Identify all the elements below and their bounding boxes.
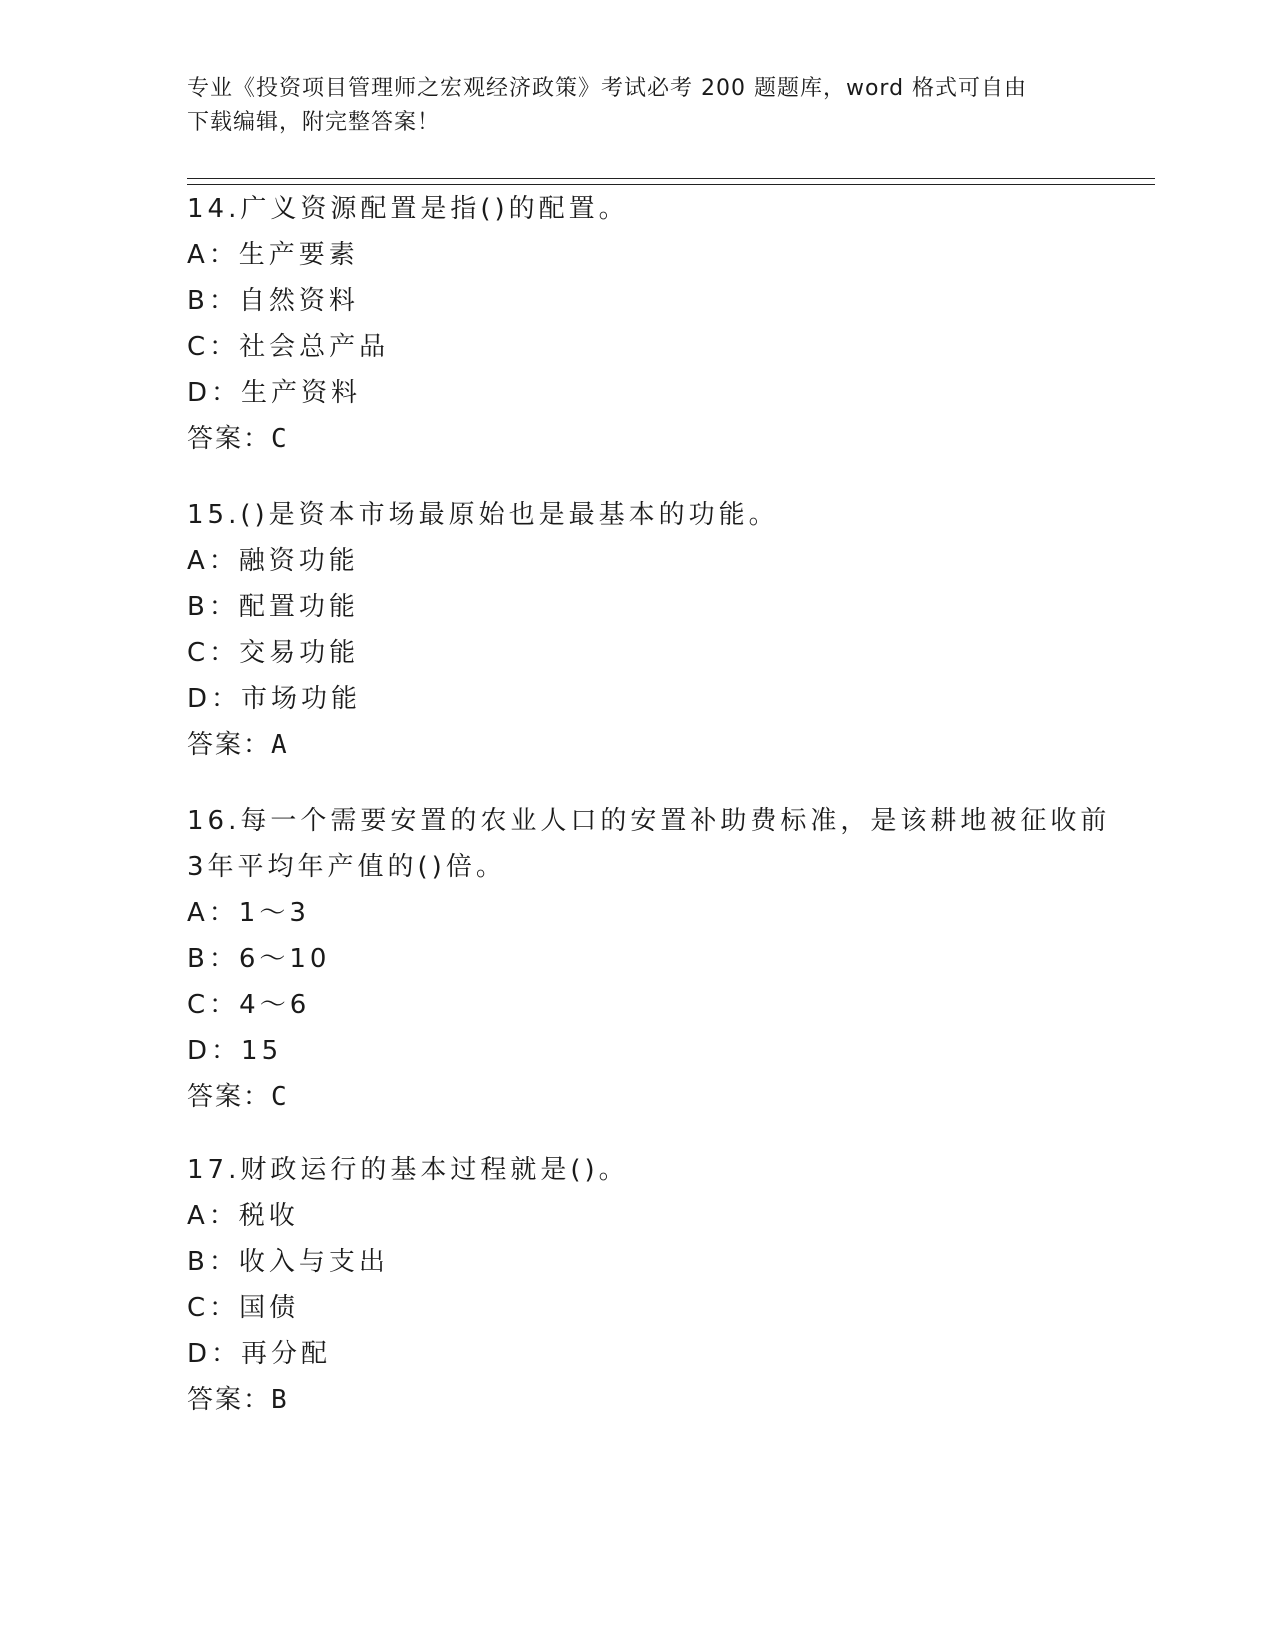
- option-text: 融资功能: [238, 546, 359, 576]
- question-stem: [187, 492, 1087, 538]
- option-key: A：: [187, 546, 239, 576]
- option-text: 15: [241, 1036, 283, 1066]
- answer-label: 答案：: [187, 1385, 272, 1415]
- option-d: [187, 1331, 1087, 1377]
- answer-label: 答案：: [187, 1082, 272, 1112]
- answer-label: 答案：: [187, 730, 272, 760]
- option-key: C：: [187, 1293, 240, 1323]
- option-text: 自然资料: [238, 286, 359, 316]
- question-15: [187, 492, 1087, 768]
- option-text: 4～6: [239, 990, 311, 1020]
- option-text: 6～10: [238, 944, 331, 974]
- option-key: B：: [187, 592, 239, 622]
- question-16: [187, 798, 1111, 1120]
- option-key: C：: [187, 332, 240, 362]
- option-b: [187, 1239, 1087, 1285]
- option-d: [187, 1028, 1087, 1074]
- question-stem: [187, 1147, 1087, 1193]
- option-a: [187, 1193, 1087, 1239]
- option-text: 再分配: [241, 1339, 332, 1369]
- option-key: C：: [187, 990, 240, 1020]
- option-key: A：: [187, 240, 239, 270]
- option-text: 1～3: [238, 898, 310, 928]
- question-stem: [187, 798, 1111, 890]
- option-b: [187, 584, 1087, 630]
- option-b: [187, 936, 1087, 982]
- answer-line: [187, 1377, 1087, 1423]
- document-header: [187, 72, 1087, 140]
- option-key: B：: [187, 286, 239, 316]
- question-stem-line: 17.财政运行的基本过程就是()。: [187, 1155, 629, 1185]
- option-text: 国债: [239, 1293, 300, 1323]
- answer-value: B: [271, 1385, 289, 1415]
- header-divider-bottom: [187, 184, 1155, 185]
- header-divider-top: [187, 178, 1155, 179]
- answer-line: [187, 416, 1087, 462]
- option-d: [187, 370, 1087, 416]
- option-text: 税收: [238, 1201, 299, 1231]
- question-stem-line: 15.()是资本市场最原始也是最基本的功能。: [187, 500, 779, 530]
- option-key: D：: [187, 684, 242, 714]
- option-a: [187, 538, 1087, 584]
- question-stem: [187, 186, 1087, 232]
- header-line-2: 下载编辑，附完整答案！: [187, 110, 441, 135]
- option-key: B：: [187, 1247, 239, 1277]
- option-c: [187, 1285, 1087, 1331]
- option-a: [187, 232, 1087, 278]
- option-key: D：: [187, 378, 242, 408]
- answer-label: 答案：: [187, 424, 272, 454]
- option-text: 社会总产品: [239, 332, 390, 362]
- header-line-1: 专业《投资项目管理师之宏观经济政策》考试必考 200 题题库，word 格式可自由: [187, 76, 1028, 101]
- answer-value: C: [271, 424, 289, 454]
- question-stem-line: 16.每一个需要安置的农业人口的安置补助费标准，是该耕地被征收前: [187, 806, 1111, 836]
- option-a: [187, 890, 1087, 936]
- question-stem-line: 3年平均年产值的()倍。: [187, 852, 506, 882]
- answer-value: C: [271, 1082, 289, 1112]
- option-c: [187, 630, 1087, 676]
- answer-line: [187, 722, 1087, 768]
- option-text: 配置功能: [238, 592, 359, 622]
- answer-line: [187, 1074, 1087, 1120]
- option-key: A：: [187, 1201, 239, 1231]
- option-text: 市场功能: [241, 684, 362, 714]
- option-key: A：: [187, 898, 239, 928]
- option-text: 收入与支出: [238, 1247, 389, 1277]
- option-key: D：: [187, 1339, 242, 1369]
- option-d: [187, 676, 1087, 722]
- answer-value: A: [271, 730, 289, 760]
- option-text: 交易功能: [239, 638, 360, 668]
- option-c: [187, 982, 1087, 1028]
- option-key: D：: [187, 1036, 242, 1066]
- option-key: B：: [187, 944, 239, 974]
- question-14: [187, 186, 1087, 462]
- option-text: 生产资料: [241, 378, 362, 408]
- question-17: [187, 1147, 1087, 1423]
- question-stem-line: 14.广义资源配置是指()的配置。: [187, 194, 629, 224]
- option-c: [187, 324, 1087, 370]
- option-b: [187, 278, 1087, 324]
- option-key: C：: [187, 638, 240, 668]
- option-text: 生产要素: [238, 240, 359, 270]
